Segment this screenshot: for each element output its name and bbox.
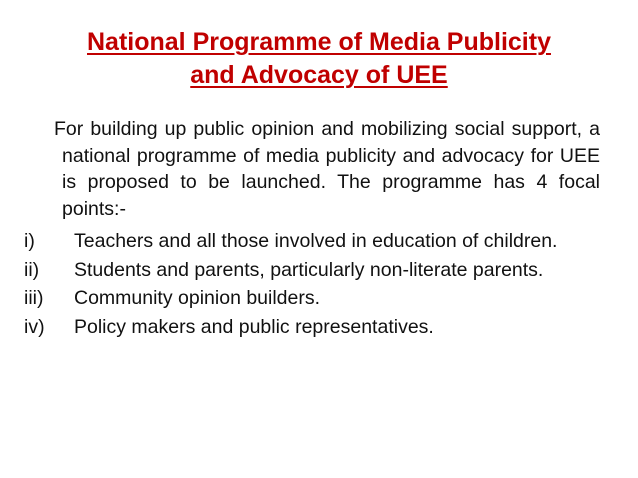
list-item-text: Students and parents, particularly non-literate parents.: [74, 258, 544, 281]
list-marker: i): [24, 230, 35, 252]
list-item-text: Community opinion builders.: [74, 287, 321, 309]
list-item: [24, 285, 600, 312]
slide-title: [20, 26, 618, 92]
list-item-text: Teachers and all those involved in education of children.: [74, 230, 558, 252]
list-marker: ii): [24, 258, 40, 281]
list-item: [24, 257, 600, 284]
list-item: [24, 228, 600, 255]
intro-paragraph: [54, 116, 600, 222]
list-marker: iv): [24, 315, 45, 338]
focal-points-list: [24, 228, 600, 342]
title-line-2: and Advocacy of UEE: [190, 61, 448, 89]
intro-text: For building up public opinion and mobilizing social support, a national programme of media publicity and advocacy for UEE is proposed to be launched. The programme has 4 focal points:-: [54, 118, 600, 220]
list-item: [24, 314, 600, 341]
list-item-text: Policy makers and public representatives.: [74, 315, 434, 338]
title-line-1: National Programme of Media Publicity: [87, 28, 551, 56]
list-marker: iii): [24, 287, 44, 309]
